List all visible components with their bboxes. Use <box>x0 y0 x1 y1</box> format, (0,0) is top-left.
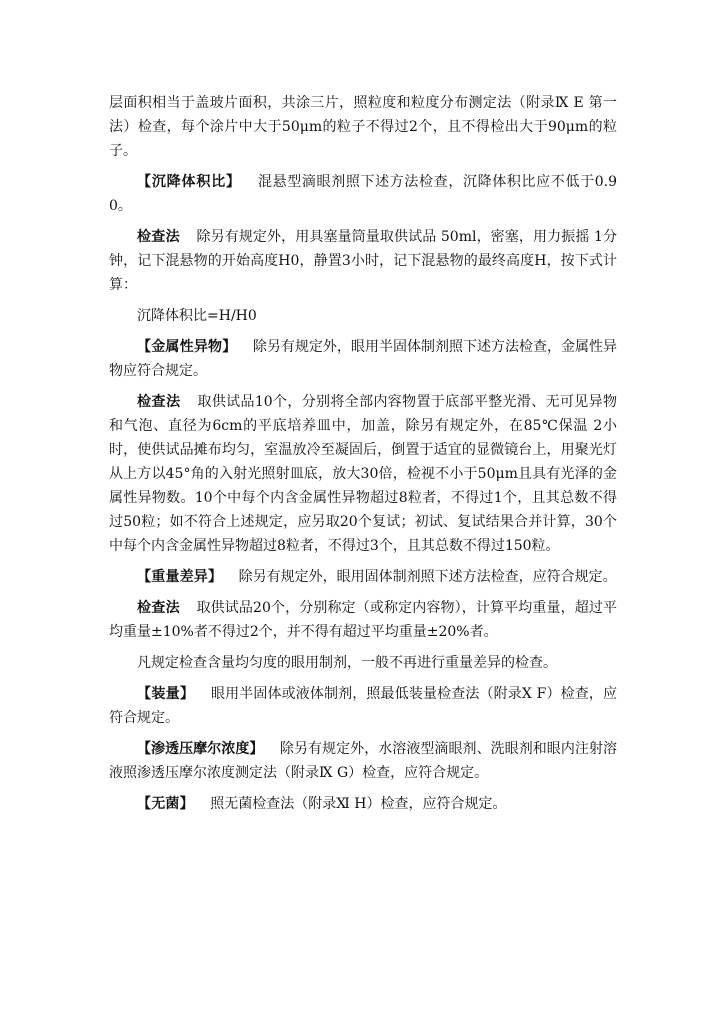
paragraph-text: 除另有规定外，用具塞量筒量取供试品 50ml，密塞，用力振摇 1分钟，记下混悬物的开始高度H0，静置3小时，记下混悬物的最终高度H，按下式计算： <box>109 229 618 293</box>
paragraph-sterility <box>109 792 617 816</box>
inline-heading-test-method: 检查法 <box>137 600 180 616</box>
inline-heading-test-method: 检查法 <box>137 394 181 410</box>
paragraph-text: 凡规定检查含量均匀度的眼用制剂，一般不再进行重量差异的检查。 <box>137 655 557 671</box>
document-body <box>109 91 617 823</box>
paragraph-metallic-foreign-matter <box>109 335 617 383</box>
paragraph-text: 眼用半固体或液体制剂，照最低装量检查法（附录Ⅹ F）检查，应符合规定。 <box>109 686 617 726</box>
inline-heading-test-method: 检查法 <box>137 229 180 245</box>
section-heading-sedimentation-volume-ratio: 【沉降体积比】 <box>137 174 241 190</box>
section-heading-osmolality: 【渗透压摩尔浓度】 <box>137 741 264 757</box>
section-heading-sterility: 【无菌】 <box>137 796 194 812</box>
section-heading-weight-variation: 【重量差异】 <box>137 569 223 585</box>
paragraph-test-method-metallic <box>109 390 617 558</box>
paragraph-test-method-sedimentation <box>109 225 617 297</box>
paragraph-text: 取供试品10个，分别将全部内容物置于底部平整光滑、无可见异物和气泡、直径为6cm的平底培养皿中，加盖，除另有规定外，在85℃保温 2小时，使供试品摊布均匀，室温放冷至凝固后，倒置于适宜的显微镜台上，用聚光灯从上方以45°角的入射光照射皿底，放大30倍，检视不小于50μm且具有光泽的金属性异物数。10个中每个内含金属性异物超过8粒者，不得过1个，且其总数不得过50粒；如不符合上述规定，应另取20个复试；初试、复试结果合并计算，30个中每个内含金属性异物超过8粒者，不得过3个，且其总数不得过150粒。 <box>109 394 618 554</box>
section-heading-fill-volume: 【装量】 <box>137 686 195 702</box>
paragraph-weight-variation <box>109 565 617 589</box>
paragraph-text: 除另有规定外，眼用固体制剂照下述方法检查，应符合规定。 <box>238 569 617 585</box>
paragraph-fill-volume <box>109 682 617 730</box>
paragraph-text: 除另有规定外，水溶液型滴眼剂、洗眼剂和眼内注射溶液照渗透压摩尔浓度测定法（附录Ⅸ G）检查，应符合规定。 <box>109 741 617 781</box>
formula-sedimentation-ratio <box>109 304 617 328</box>
formula-text: 沉降体积比=H/H0 <box>137 308 257 324</box>
section-heading-metallic-foreign-matter: 【金属性异物】 <box>137 339 237 355</box>
paragraph-osmolality <box>109 737 617 785</box>
paragraph-particle-size-continuation <box>109 91 617 163</box>
paragraph-test-method-weight <box>109 596 617 644</box>
paragraph-text: 取供试品20个，分别称定（或称定内容物），计算平均重量，超过平均重量±10%者不得过2个，并不得有超过平均重量±20%者。 <box>109 600 617 640</box>
paragraph-text: 混悬型滴眼剂照下述方法检查，沉降体积比应不低于0.90。 <box>109 174 617 214</box>
paragraph-sedimentation-volume-ratio <box>109 170 617 218</box>
paragraph-text: 层面积相当于盖玻片面积，共涂三片，照粒度和粒度分布测定法（附录Ⅸ E 第一法）检查，每个涂片中大于50μm的粒子不得过2个，且不得检出大于90μm的粒子。 <box>109 95 617 159</box>
paragraph-text: 照无菌检查法（附录Ⅺ H）检查，应符合规定。 <box>210 796 507 812</box>
paragraph-text: 除另有规定外，眼用半固体制剂照下述方法检查，金属性异物应符合规定。 <box>109 339 618 379</box>
paragraph-content-uniformity-note <box>109 651 617 675</box>
